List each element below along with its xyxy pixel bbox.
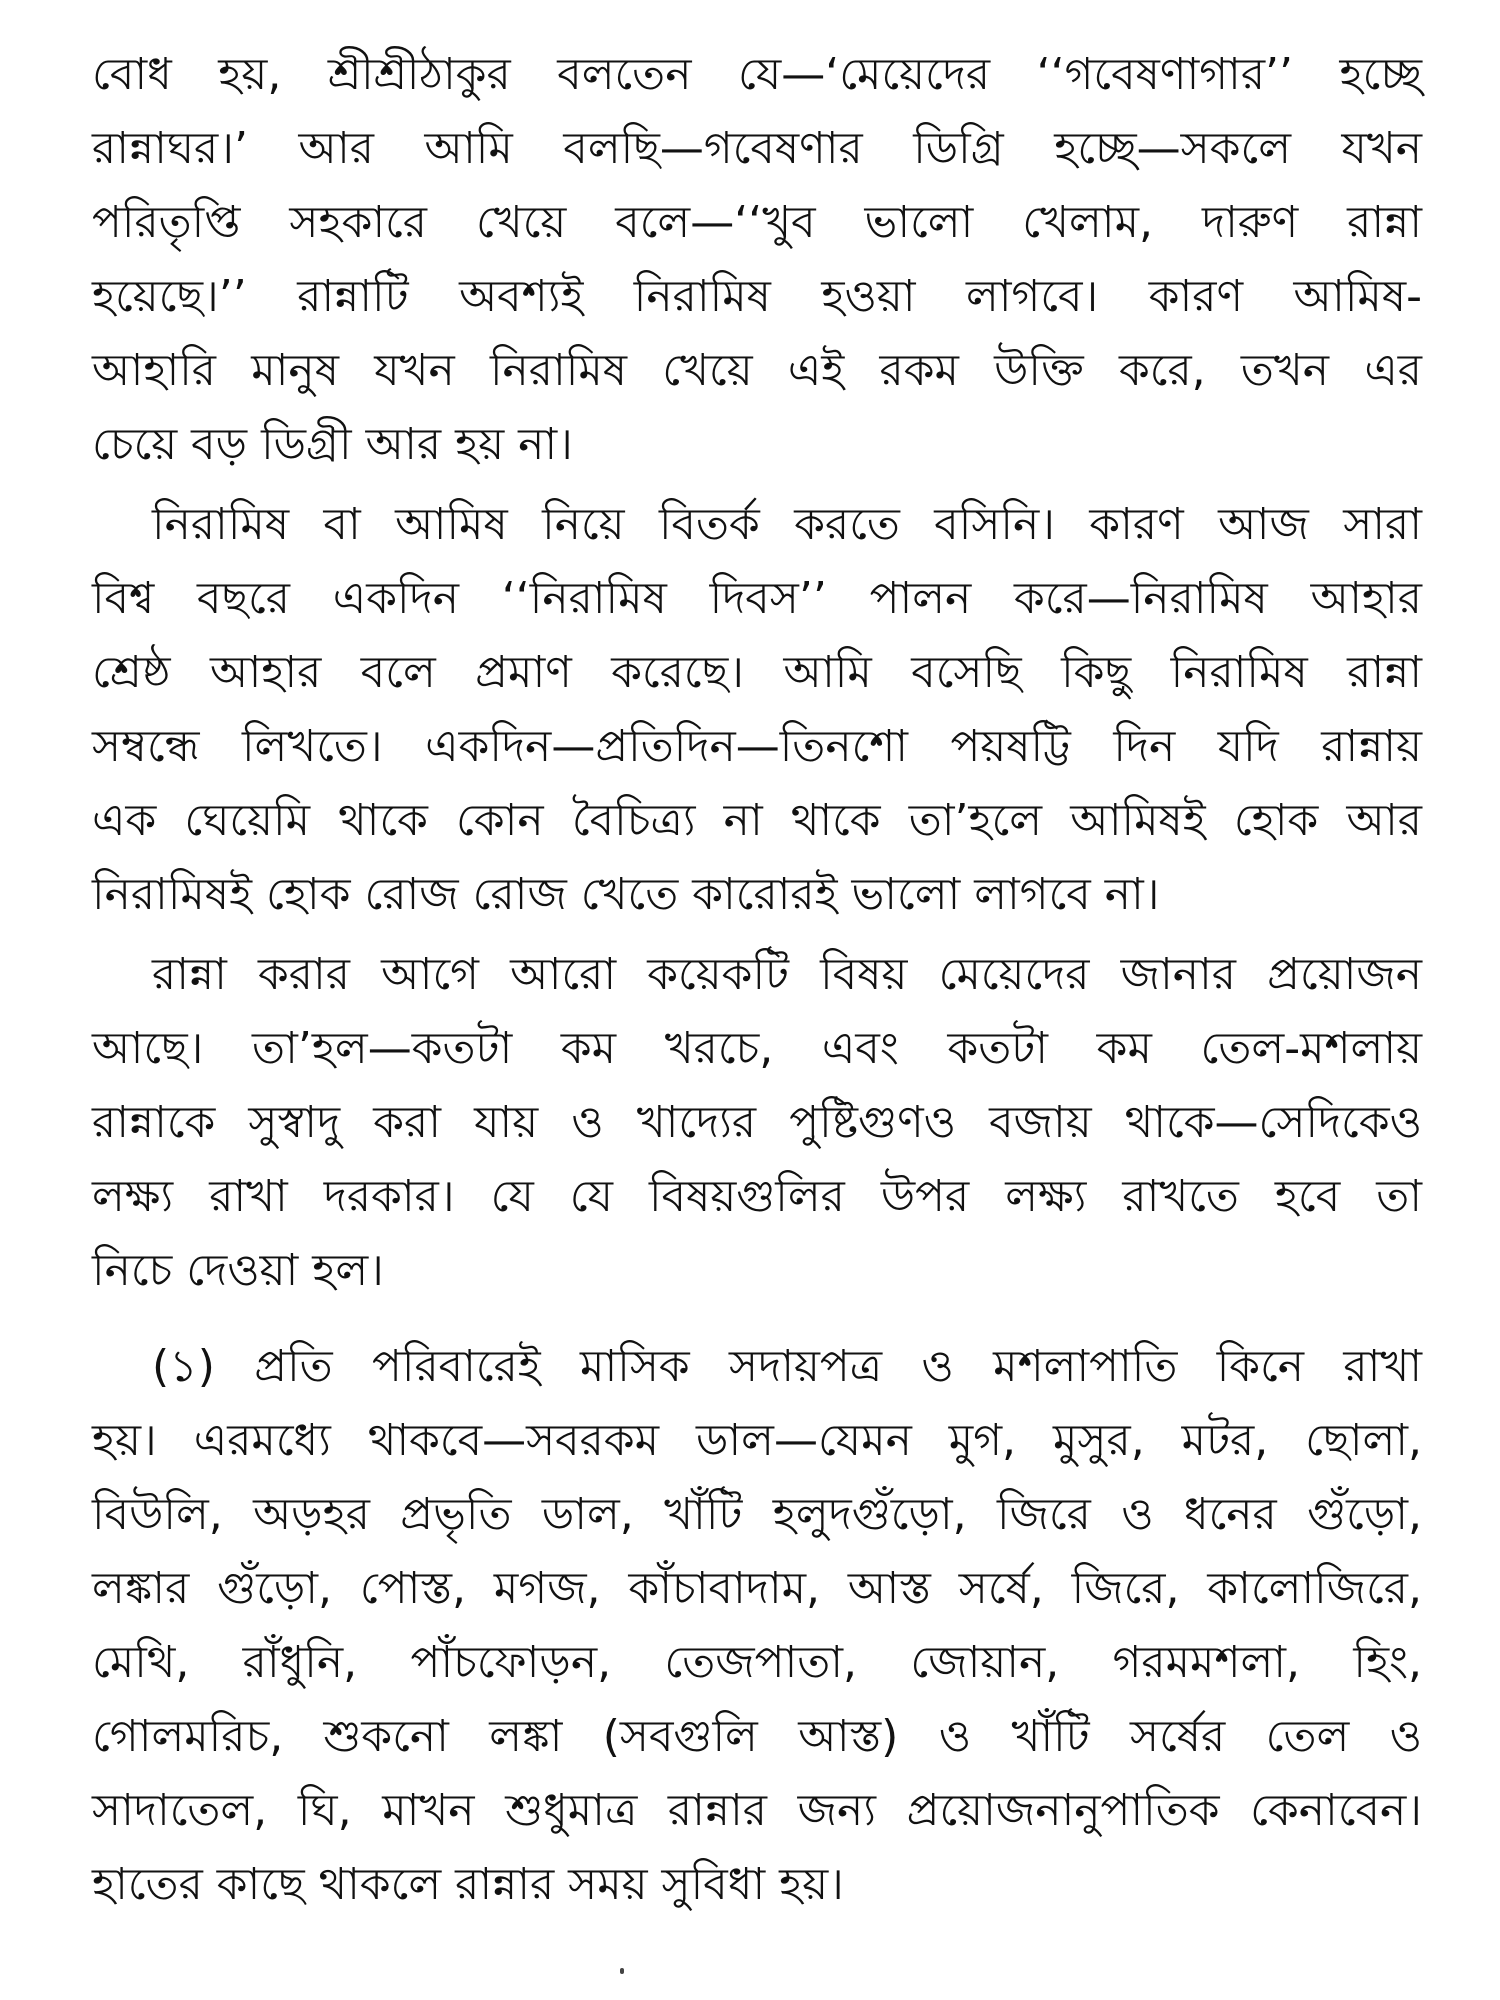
text-line: হাতের কাছে থাকলে রান্নার সময় সুবিধা হয়। [92, 1859, 844, 1910]
ink-speck [620, 1968, 624, 1974]
text-line: (১) প্রতি পরিবারেই মাসিক সদায়পত্র ও মশলাপাতি কিনে রাখা [152, 1341, 1422, 1392]
paragraph-spacer [92, 1308, 1422, 1330]
text-line: বিশ্ব বছরে একদিন ‘‘নিরামিষ দিবস’’ পালন করে—নিরামিষ আহার [92, 573, 1422, 624]
text-line: আহারি মানুষ যখন নিরামিষ খেয়ে এই রকম উক্তি করে, তখন এর [92, 345, 1422, 396]
text-line: আছে। তা’হল—কতটা কম খরচে, এবং কতটা কম তেল-মশলায় [92, 1023, 1422, 1074]
text-line: নিচে দেওয়া হল। [92, 1245, 384, 1296]
text-line: শ্রেষ্ঠ আহার বলে প্রমাণ করেছে। আমি বসেছি কিছু নিরামিষ রান্না [92, 647, 1422, 698]
text-line: মেথি, রাঁধুনি, পাঁচফোড়ন, তেজপাতা, জোয়ান, গরমমশলা, হিং, [92, 1637, 1422, 1688]
text-line: হয়েছে।’’ রান্নাটি অবশ্যই নিরামিষ হওয়া লাগবে। কারণ আমিষ- [92, 271, 1422, 322]
text-line: রান্নাঘর।’ আর আমি বলছি—গবেষণার ডিগ্রি হচ্ছে—সকলে যখন [92, 123, 1422, 174]
text-line: গোলমরিচ, শুকনো লঙ্কা (সবগুলি আস্ত) ও খাঁটি সর্ষের তেল ও [92, 1711, 1422, 1762]
text-line: সাদাতেল, ঘি, মাখন শুধুমাত্র রান্নার জন্য প্রয়োজনানুপাতিক কেনাবেন। [92, 1785, 1422, 1836]
text-line: রান্না করার আগে আরো কয়েকটি বিষয় মেয়েদের জানার প্রয়োজন [152, 949, 1422, 1000]
paragraph-2 [92, 488, 1422, 932]
text-line: বোধ হয়, শ্রীশ্রীঠাকুর বলতেন যে—‘মেয়েদের ‘‘গবেষণাগার’’ হচ্ছে [92, 49, 1422, 100]
text-line: হয়। এরমধ্যে থাকবে—সবরকম ডাল—যেমন মুগ, মুসুর, মটর, ছোলা, [92, 1415, 1422, 1466]
text-line: পরিতৃপ্তি সহকারে খেয়ে বলে—‘‘খুব ভালো খেলাম, দারুণ রান্না [92, 197, 1422, 248]
paragraph-3 [92, 938, 1422, 1308]
text-line: নিরামিষই হোক রোজ রোজ খেতে কারোরই ভালো লাগবে না। [92, 869, 1160, 920]
paragraph-1 [92, 38, 1422, 482]
text-line: নিরামিষ বা আমিষ নিয়ে বিতর্ক করতে বসিনি। কারণ আজ সারা [152, 499, 1422, 550]
text-line: লক্ষ্য রাখা দরকার। যে যে বিষয়গুলির উপর লক্ষ্য রাখতে হবে তা [92, 1171, 1422, 1222]
paragraph-4 [92, 1330, 1422, 1922]
text-line: চেয়ে বড় ডিগ্রী আর হয় না। [92, 419, 573, 470]
text-line: রান্নাকে সুস্বাদু করা যায় ও খাদ্যের পুষ্টিগুণও বজায় থাকে—সেদিকেও [92, 1097, 1422, 1148]
body-text [92, 38, 1422, 1922]
text-line: সম্বন্ধে লিখতে। একদিন—প্রতিদিন—তিনশো পয়ষট্টি দিন যদি রান্নায় [92, 721, 1422, 772]
text-line: এক ঘেয়েমি থাকে কোন বৈচিত্র্য না থাকে তা’হলে আমিষই হোক আর [92, 795, 1422, 846]
text-line: বিউলি, অড়হর প্রভৃতি ডাল, খাঁটি হলুদগুঁড়ো, জিরে ও ধনের গুঁড়ো, [92, 1489, 1422, 1540]
text-line: লঙ্কার গুঁড়ো, পোস্ত, মগজ, কাঁচাবাদাম, আস্ত সর্ষে, জিরে, কালোজিরে, [92, 1563, 1422, 1614]
